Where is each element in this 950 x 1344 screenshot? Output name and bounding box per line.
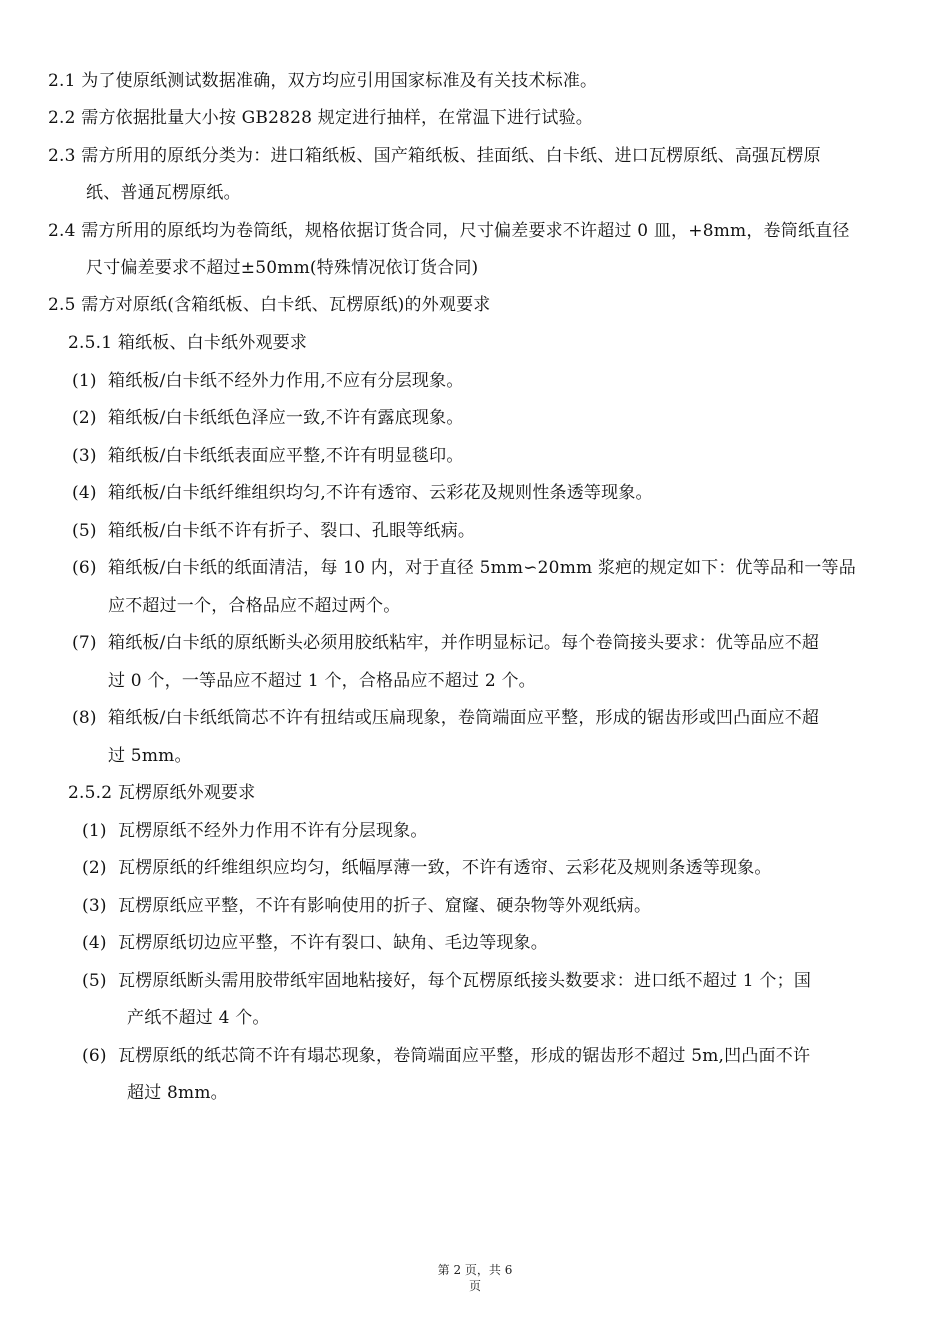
list-item-number: (8) — [72, 708, 97, 728]
page-number-line-1: 第 2 页，共 6 — [437, 1263, 513, 1277]
list-item-text: 瓦楞原纸不经外力作用不许有分层现象。 — [118, 821, 428, 841]
page-number — [0, 1262, 950, 1294]
list-item-text-continued: 超过 8mm。 — [127, 1083, 228, 1103]
list-item-text: 瓦楞原纸切边应平整，不许有裂口、缺角、毛边等现象。 — [118, 933, 548, 953]
list-item-text: 箱纸板/白卡纸纸表面应平整,不许有明显毯印。 — [108, 446, 464, 466]
list-item-number: (5) — [72, 521, 97, 541]
list-item-number: (3) — [72, 446, 97, 466]
list-item-text: 瓦楞原纸断头需用胶带纸牢固地粘接好，每个瓦楞原纸接头数要求：进口纸不超过 1 个；国 — [118, 971, 812, 991]
list-item-text-continued: 过 0 个，一等品应不超过 1 个，合格品应不超过 2 个。 — [108, 671, 536, 691]
list-item-number: (4) — [82, 933, 107, 953]
page-number-line-2: 页 — [468, 1279, 481, 1293]
list-item-text-continued: 产纸不超过 4 个。 — [127, 1008, 270, 1028]
list-item-number: (1) — [82, 821, 107, 841]
list-item-text: 箱纸板/白卡纸不经外力作用,不应有分层现象。 — [108, 371, 464, 391]
list-item-number: (3) — [82, 896, 107, 916]
list-item-number: (2) — [72, 408, 97, 428]
list-item-number: (4) — [72, 483, 97, 503]
section-2-4-line-2: 尺寸偏差要求不超过±50mm(特殊情况依订货合同) — [86, 258, 479, 278]
list-item-text-continued: 过 5mm。 — [108, 746, 192, 766]
list-item-text: 瓦楞原纸的纸芯筒不许有塌芯现象，卷筒端面应平整，形成的锯齿形不超过 5m,凹凸面不许 — [118, 1046, 811, 1066]
section-2-5-1-heading: 2.5.1 箱纸板、白卡纸外观要求 — [68, 333, 308, 353]
list-item-number: (6) — [82, 1046, 107, 1066]
list-item-text: 箱纸板/白卡纸不许有折子、裂口、孔眼等纸病。 — [108, 521, 476, 541]
list-item-number: (6) — [72, 558, 97, 578]
list-item-number: (1) — [72, 371, 97, 391]
list-item-text: 箱纸板/白卡纸的原纸断头必须用胶纸粘牢，并作明显标记。每个卷筒接头要求：优等品应不超 — [108, 633, 820, 653]
list-item-text: 箱纸板/白卡纸纤维组织均匀,不许有透帘、云彩花及规则性条透等现象。 — [108, 483, 653, 503]
list-item-text: 箱纸板/白卡纸纸筒芯不许有扭结或压扁现象，卷筒端面应平整，形成的锯齿形或凹凸面应不超 — [108, 708, 820, 728]
list-item-text-continued: 应不超过一个，合格品应不超过两个。 — [108, 596, 401, 616]
list-item-text: 箱纸板/白卡纸纸色泽应一致,不许有露底现象。 — [108, 408, 464, 428]
section-2-4-line-1: 2.4 需方所用的原纸均为卷筒纸，规格依据订货合同，尺寸偏差要求不许超过 0 皿，+8mm，卷筒纸直径 — [48, 221, 850, 241]
section-2-2: 2.2 需方依据批量大小按 GB2828 规定进行抽样，在常温下进行试验。 — [48, 108, 593, 128]
section-2-3-line-2: 纸、普通瓦楞原纸。 — [86, 183, 241, 203]
list-item-number: (7) — [72, 633, 97, 653]
list-item-text: 箱纸板/白卡纸的纸面清洁，每 10 内，对于直径 5mm∽20mm 浆疤的规定如下：优等品和一等品 — [108, 558, 856, 578]
list-item-text: 瓦楞原纸应平整，不许有影响使用的折子、窟窿、硬杂物等外观纸病。 — [118, 896, 652, 916]
section-2-5-2-heading: 2.5.2 瓦楞原纸外观要求 — [68, 783, 256, 803]
section-2-1: 2.1 为了使原纸测试数据准确，双方均应引用国家标准及有关技术标准。 — [48, 71, 598, 91]
section-2-5-heading: 2.5 需方对原纸(含箱纸板、白卡纸、瓦楞原纸)的外观要求 — [48, 295, 491, 315]
section-2-3-line-1: 2.3 需方所用的原纸分类为：进口箱纸板、国产箱纸板、挂面纸、白卡纸、进口瓦楞原纸、高强瓦楞原 — [48, 146, 821, 166]
list-item-number: (2) — [82, 858, 107, 878]
list-item-text: 瓦楞原纸的纤维组织应均匀，纸幅厚薄一致，不许有透帘、云彩花及规则条透等现象。 — [118, 858, 772, 878]
list-item-number: (5) — [82, 971, 107, 991]
